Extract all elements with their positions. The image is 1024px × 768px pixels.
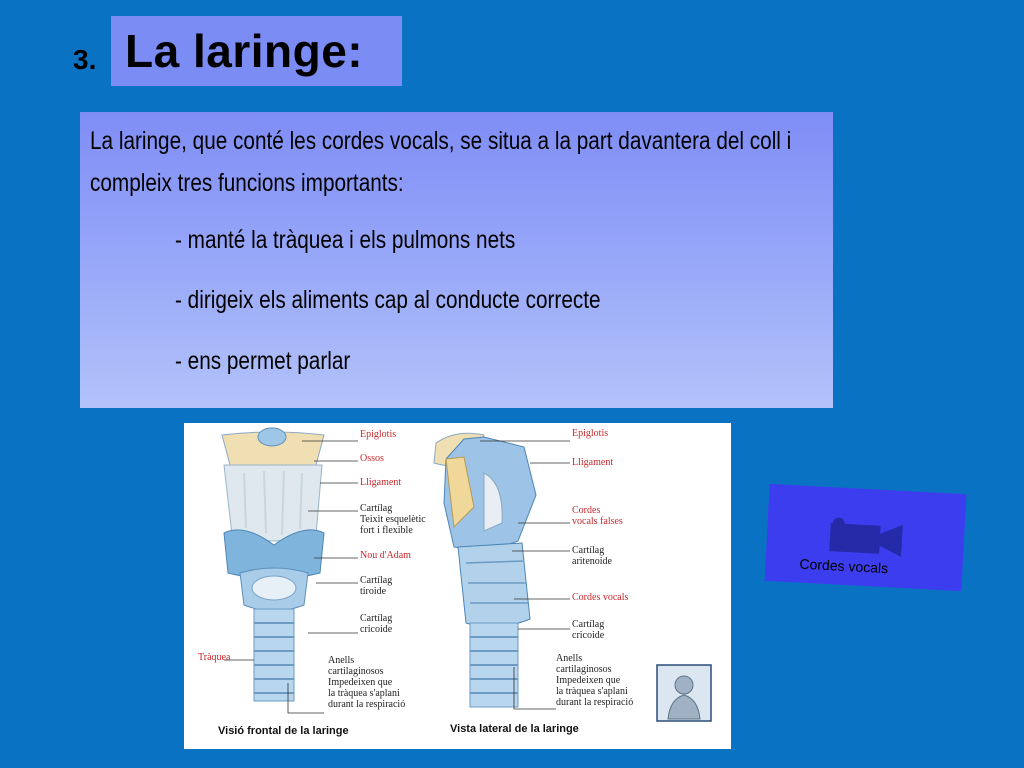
intro-text: La laringe, que conté les cordes vocals, se situa a la part davantera del coll i compleix tres funcions importants: <box>90 127 792 197</box>
label-traquea-aplani: la tràquea s'aplani <box>328 688 400 699</box>
label-lat-vocals-falses: vocals falses <box>572 516 623 527</box>
label-epiglotis: Epiglotis <box>360 429 397 440</box>
page-title: La laringe: <box>125 25 364 77</box>
larynx-illustration <box>184 423 731 749</box>
label-lat-cartilag: Cartílag <box>572 545 605 556</box>
label-cartilag-2: Cartílag <box>360 575 393 586</box>
label-cartilag: Cartílag <box>360 503 393 514</box>
lateral-larynx-drawing <box>434 433 536 707</box>
video-link-label: Cordes vocals <box>799 555 889 577</box>
label-lat-cordes: Cordes <box>572 505 601 516</box>
label-ossos: Ossos <box>360 453 384 464</box>
title-box <box>111 16 402 86</box>
label-lat-impedeixen: Impedeixen que <box>556 675 621 686</box>
label-impedeixen: Impedeixen que <box>328 677 393 688</box>
bullet-item: - manté la tràquea i els pulmons nets <box>175 226 516 254</box>
label-lat-traquea-aplani: la tràquea s'aplani <box>556 686 628 697</box>
label-lat-cordes-vocals: Cordes vocals <box>572 592 629 603</box>
label-traquea: Tràquea <box>198 652 231 663</box>
slide-number: 3. <box>73 44 97 75</box>
bullet-item: - ens permet parlar <box>175 347 351 375</box>
label-lat-anells: Anells <box>556 653 583 664</box>
label-lligament: Lligament <box>360 477 402 488</box>
label-lat-respiracio: durant la respiració <box>556 697 634 708</box>
label-lat-aritenoide: aritenoide <box>572 556 612 567</box>
label-fort-flexible: fort i flexible <box>360 525 413 536</box>
label-teixit: Teixit esquelètic <box>360 514 426 525</box>
bullet-item: - dirigeix els aliments cap al conducte correcte <box>175 286 601 314</box>
label-tiroide: tiroide <box>360 586 387 597</box>
label-cricoide: cricoide <box>360 624 393 635</box>
label-lat-cartilag-2: Cartílag <box>572 619 605 630</box>
larynx-diagram <box>184 423 731 749</box>
frontal-caption: Visió frontal de la laringe <box>218 725 349 737</box>
video-camera-icon <box>827 517 905 561</box>
label-lat-cartilaginosos: cartilaginosos <box>556 664 612 675</box>
lateral-caption: Vista lateral de la laringe <box>450 723 579 735</box>
label-cartilaginosos: cartilaginosos <box>328 666 384 677</box>
head-thumbnail <box>657 665 711 721</box>
label-cartilag-3: Cartílag <box>360 613 393 624</box>
label-anells: Anells <box>328 655 355 666</box>
label-respiracio: durant la respiració <box>328 699 406 710</box>
label-nou-adam: Nou d'Adam <box>360 550 411 561</box>
label-lat-epiglotis: Epiglotis <box>572 428 609 439</box>
text-panel <box>80 112 833 408</box>
label-lat-cricoide: cricoide <box>572 630 605 641</box>
video-link-button[interactable] <box>765 484 967 591</box>
label-lat-lligament: Lligament <box>572 457 614 468</box>
